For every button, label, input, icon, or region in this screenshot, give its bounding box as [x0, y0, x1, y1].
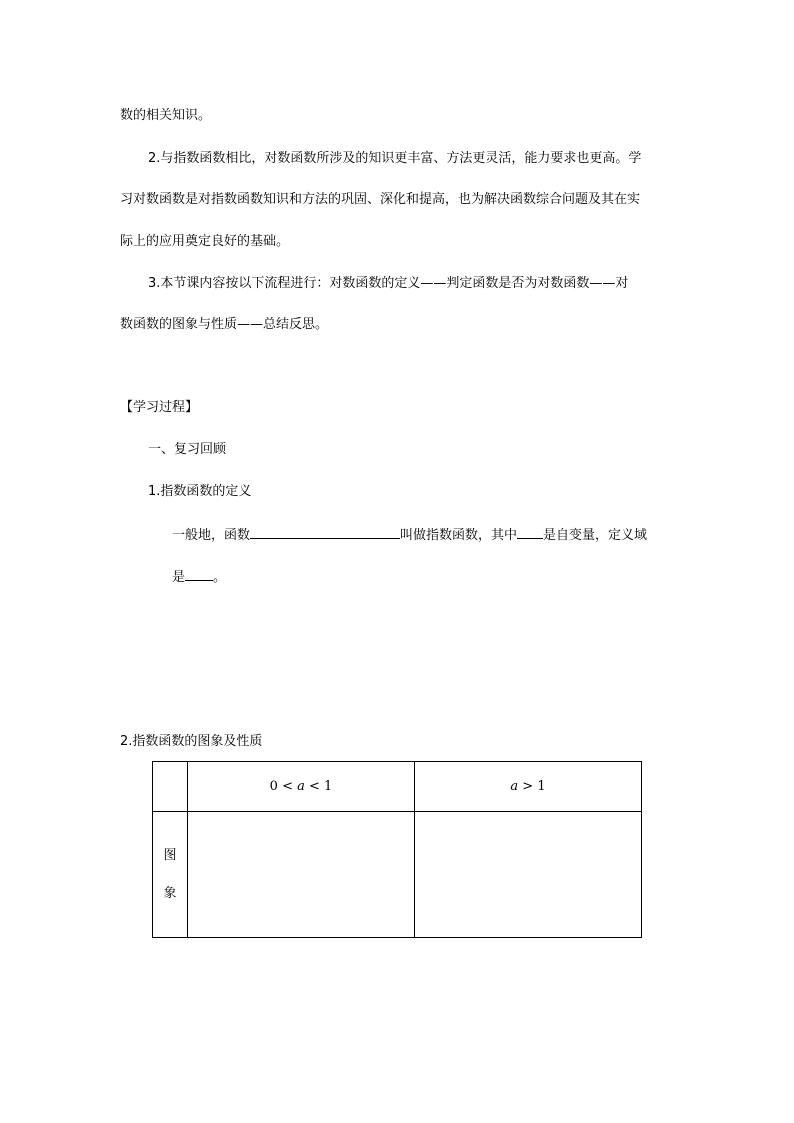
- para-line-5: 3.本节课内容按以下流程进行：对数函数的定义——判定函数是否为对数函数——对: [148, 276, 629, 291]
- para-line-1: 数的相关知识。: [120, 108, 212, 123]
- definition-text-e: 。: [213, 570, 227, 585]
- header-a-gt-1: a > 1: [415, 762, 642, 812]
- row-label-char-2: 象: [163, 885, 177, 901]
- definition-text-b: 叫做指数函数，其中: [400, 528, 518, 543]
- variable-blank[interactable]: [517, 525, 543, 539]
- para-line-6: 数函数的图象与性质——总结反思。: [120, 317, 329, 332]
- table-corner-cell: [153, 762, 188, 812]
- para-line-2: 2.与指数函数相比，对数函数所涉及的知识更丰富、方法更灵活，能力要求也更高。学: [148, 151, 642, 166]
- row-label-char-1: 图: [163, 847, 177, 863]
- review-heading: 一、复习回顾: [148, 442, 227, 457]
- item1-title: 1.指数函数的定义: [148, 484, 252, 499]
- item2-title: 2.指数函数的图象及性质: [120, 734, 263, 749]
- row-label-graph: [153, 812, 188, 938]
- exp-function-table: [152, 761, 642, 938]
- domain-line: [172, 567, 226, 586]
- definition-text-a: 一般地，函数: [172, 528, 251, 543]
- function-blank[interactable]: [250, 525, 400, 539]
- header-0-lt-a-lt-1: 0 < a < 1: [188, 762, 415, 812]
- graph-cell-0-lt-a-lt-1[interactable]: [188, 812, 415, 938]
- definition-text-d: 是: [172, 570, 186, 585]
- para-line-3: 习对数函数是对指数函数知识和方法的巩固、深化和提高，也为解决函数综合问题及其在实: [120, 192, 641, 207]
- graph-cell-a-gt-1[interactable]: [415, 812, 642, 938]
- section-heading: 【学习过程】: [120, 400, 199, 415]
- definition-line: [172, 525, 647, 544]
- para-line-4: 际上的应用奠定良好的基础。: [120, 234, 290, 249]
- domain-blank[interactable]: [185, 567, 213, 581]
- definition-text-c: 是自变量，定义域: [543, 528, 648, 543]
